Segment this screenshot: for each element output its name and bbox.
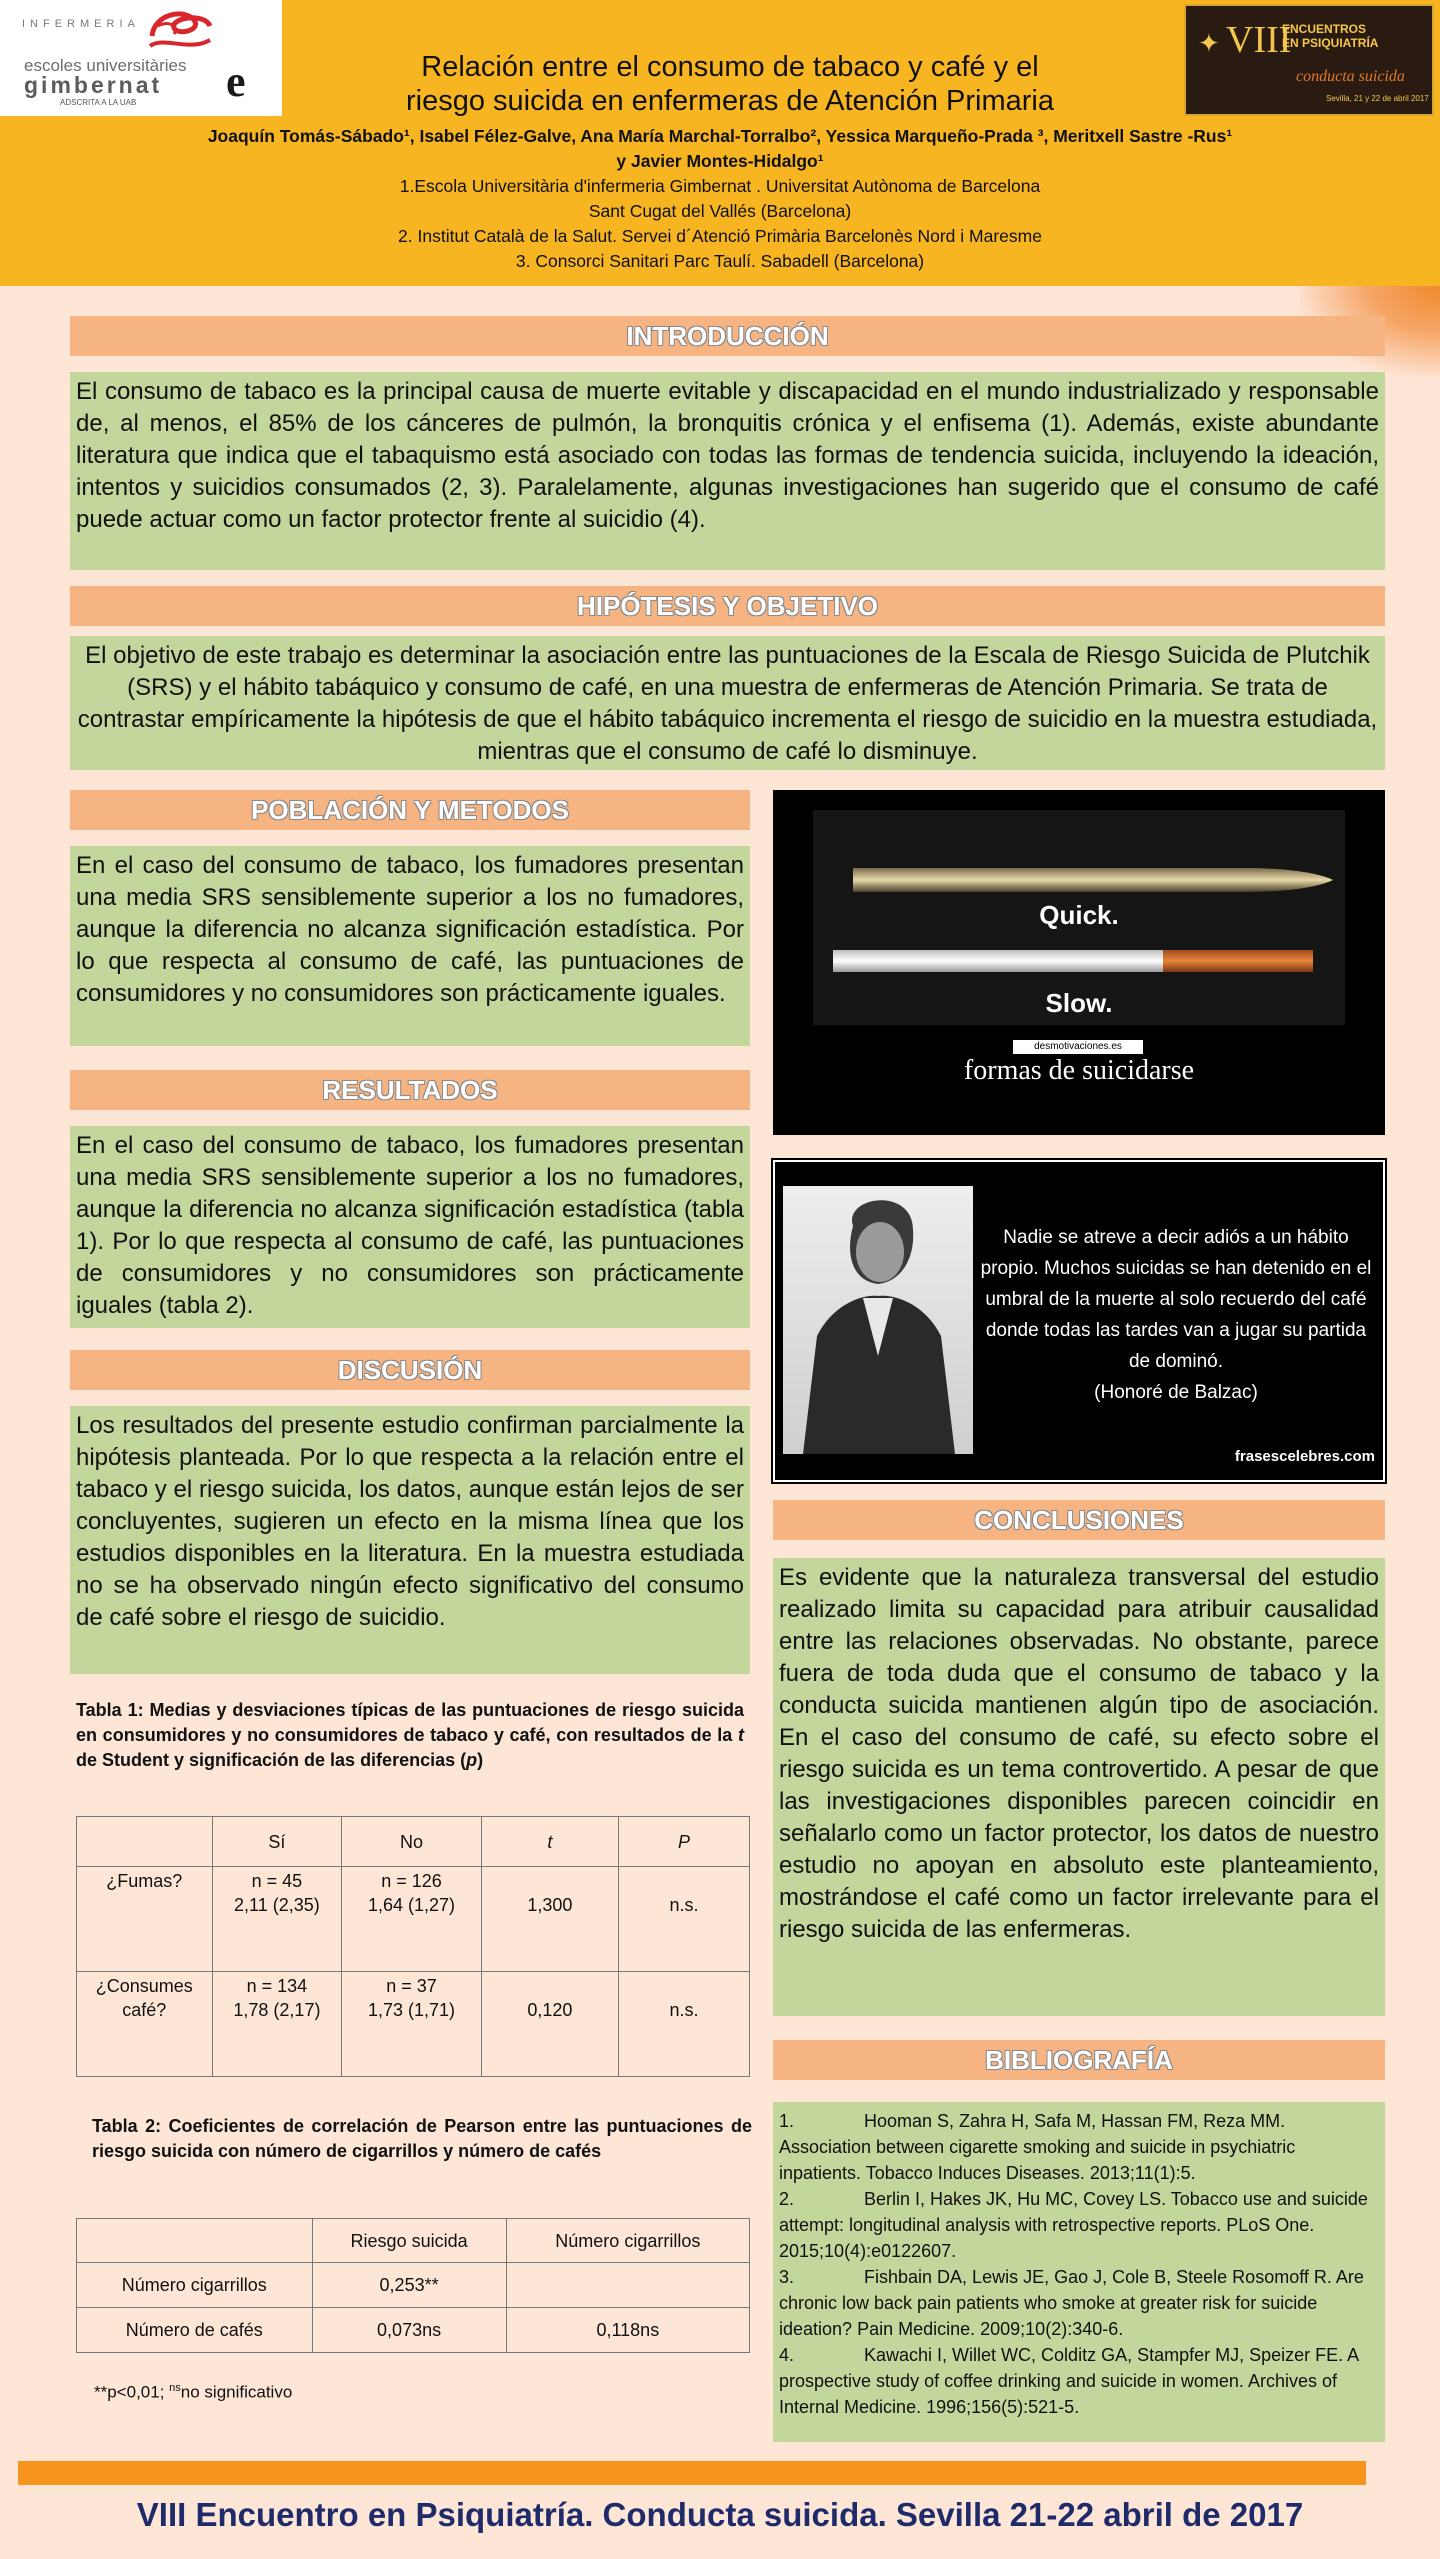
balzac-quote: Nadie se atreve a decir adiós a un hábito propio. Muchos suicidas se han detenido en el umbral de la muerte al solo recuerdo del café donde todas las tardes van a jugar su partida de dominó.: [980, 1227, 1372, 1372]
bib-num: 3.: [779, 2267, 795, 2287]
table1-p: n.s.: [619, 1972, 750, 2077]
table1-header-cell: [77, 1817, 213, 1867]
table2-cell: 0,118ns: [506, 2308, 749, 2353]
title-line-2: riesgo suicida en enfermeras de Atención Primaria: [406, 85, 1054, 117]
logo-adscrita-text: ADSCRITA A LA UAB: [60, 98, 137, 107]
congress-emblem-icon: ✦: [1198, 28, 1220, 58]
intro-text: El consumo de tabaco es la principal causa de muerte evitable y discapacidad en el mundo industrializado y responsable de, al menos, el 85% de los cánceres de pulmón, la bronquitis crónica y el enfisema (1). Además, existe abundante literatura que indica que el tabaquismo está asociado con todas las formas de tendencia suicida, incluyendo la ideación, intentos y suicidios consumados (2, 3). Paralelamente, algunas investigaciones han sugerido que el consumo de café puede actuar como un factor protector frente al suicidio (4).: [70, 372, 1385, 570]
logo-infermeria-text: INFERMERIA: [22, 18, 140, 30]
logo-e-mark: e: [226, 57, 246, 106]
image2-site: frasescelebres.com: [1234, 1448, 1375, 1465]
congress-numeral: VIII: [1226, 19, 1292, 61]
bib-text: Kawachi I, Willet WC, Colditz GA, Stampfer MJ, Speizer FE. A prospective study of coffee drinking and suicide in women. Archives of Internal Medicine. 1996;156(5):521-5.: [779, 2345, 1359, 2417]
table1-header-cell: No: [342, 1817, 481, 1867]
table1-n: n = 45: [251, 1871, 303, 1891]
affiliation-1b: Sant Cugat del Vallés (Barcelona): [588, 201, 852, 221]
table1-caption-p: p: [466, 1750, 478, 1770]
table1: [76, 1816, 750, 2077]
table1-caption-b: de Student y significación de las diferencias (: [76, 1750, 467, 1770]
balzac-portrait: [783, 1186, 973, 1454]
bib-num: 2.: [779, 2189, 795, 2209]
conclusions-header: CONCLUSIONES: [773, 1500, 1385, 1540]
image1-caption: formas de suicidarse: [963, 1055, 1195, 1086]
table1-caption-c: ): [477, 1750, 484, 1770]
congress-line2: EN PSIQUIATRÍA: [1282, 36, 1379, 50]
portrait-figure-icon: [783, 1186, 973, 1454]
title-line-1: Relación entre el consumo de tabaco y café y el: [421, 51, 1039, 83]
footer-text: VIII Encuentro en Psiquiatría. Conducta suicida. Sevilla 21-22 abril de 2017: [136, 2496, 1304, 2533]
table2-header-cell: Riesgo suicida: [312, 2219, 506, 2263]
table2-cell: [506, 2263, 749, 2308]
logo-escoles-text: escoles universitàries: [24, 56, 187, 75]
table2-note: [94, 2382, 292, 2403]
congress-line1: ENCUENTROS: [1282, 22, 1367, 36]
table2-cell: Número cigarrillos: [77, 2263, 313, 2308]
results-header: RESULTADOS: [70, 1070, 750, 1110]
table2-caption: Tabla 2: Coeficientes de correlación de Pearson entre las puntuaciones de riesgo suicida con número de cigarrillos y número de cafés: [92, 2116, 752, 2161]
discussion-text: Los resultados del presente estudio confirman parcialmente la hipótesis planteada. Por lo que respecta a la relación entre el tabaco y el riesgo suicida, los datos, aunque están lejos de ser concluyentes, sugieren un efecto en la misma línea que los estudios disponibles en la literatura. En la muestra estudiada no se ha observado ningún efecto significativo del consumo de café sobre el riesgo de suicidio.: [70, 1406, 750, 1674]
conclusions-text: Es evidente que la naturaleza transversal del estudio realizado limita su capacidad para atribuir causalidad entre las relaciones observadas. No obstante, parece fuera de toda duda que el consumo de tabaco y la conducta suicida mantienen algún tipo de asociación. En el caso del consumo de café, su efecto sobre el riesgo suicida es un tema controvertido. A pesar de que las investigaciones disponibles parecen coincidir en señalarlo como un factor protector, los datos de nuestro estudio no apoyan en absoluto este planteamiento, mostrándose el café como un factor irrelevante para el riesgo suicida de las enfermeras.: [773, 1558, 1385, 2016]
gimbernat-logo: [0, 0, 282, 116]
bibliography-item: [779, 2108, 1379, 2186]
authors-line-2: y Javier Montes-Hidalgo¹: [616, 151, 824, 171]
table1-value: 1,64 (1,27): [367, 1895, 455, 1915]
affiliation-3: 3. Consorci Sanitari Parc Taulí. Sabadell (Barcelona): [515, 251, 925, 271]
table1-row-label: ¿Consumes café?: [77, 1972, 213, 2077]
hypothesis-header: HIPÓTESIS Y OBJETIVO: [70, 586, 1385, 626]
quick-slow-image: [773, 790, 1385, 1135]
congress-date: Sevilla, 21 y 22 de abril 2017: [1326, 94, 1429, 103]
table1-caption-t: t: [738, 1725, 744, 1745]
footer-bar: [18, 2461, 1366, 2485]
congress-logo: [1184, 4, 1434, 116]
bib-text: Fishbain DA, Lewis JE, Gao J, Cole B, Steele Rosomoff R. Are chronic low back pain patients who smoke at greater risk for suicide ideation? Pain Medicine. 2009;10(2):340-6.: [779, 2267, 1364, 2339]
table1-value: 1,78 (2,17): [233, 2000, 321, 2020]
results-text: En el caso del consumo de tabaco, los fumadores presentan una media SRS sensiblemente superior a los no fumadores, aunque la diferencia no alcanza significación estadística (tabla 1). Por lo que respecta al consumo de café, las puntuaciones de consumidores y no consumidores son prácticamente iguales (tabla 2).: [70, 1126, 750, 1328]
table2-cell: Número de cafés: [77, 2308, 313, 2353]
quick-text: Quick.: [1039, 900, 1119, 930]
table1-cell: [342, 1972, 481, 2077]
authors-block: [60, 124, 1380, 274]
table-row: [77, 1972, 750, 2077]
authors-line-1: Joaquín Tomás-Sábado¹, Isabel Félez-Galve, Ana María Marchal-Torralbo², Yessica Marqueño-Prada ³, Meritxell Sastre -Rus¹: [207, 126, 1233, 146]
bibliography-list: [773, 2102, 1385, 2442]
table1-n: n = 134: [246, 1976, 308, 1996]
bib-text: Hooman S, Zahra H, Safa M, Hassan FM, Reza MM. Association between cigarette smoking and suicide in psychiatric inpatients. Tobacco Induces Diseases. 2013;11(1):5.: [779, 2111, 1296, 2183]
table1-value: 2,11 (2,35): [234, 1895, 320, 1915]
table1-header-cell: P: [619, 1817, 750, 1867]
balzac-author: (Honoré de Balzac): [1094, 1382, 1258, 1403]
table-row: [77, 2308, 750, 2353]
bib-num: 1.: [779, 2111, 795, 2131]
table2: [76, 2218, 750, 2353]
intro-header: INTRODUCCIÓN: [70, 316, 1385, 356]
logo-swirl-icon: [144, 6, 216, 54]
image1-site: desmotivaciones.es: [1013, 1040, 1143, 1054]
table2-header-cell: Número cigarrillos: [506, 2219, 749, 2263]
bibliography-item: [779, 2342, 1379, 2420]
table-row: [77, 2263, 750, 2308]
table1-row-label: ¿Fumas?: [77, 1867, 213, 1972]
affiliation-1: 1.Escola Universitària d'infermeria Gimbernat . Universitat Autònoma de Barcelona: [399, 176, 1041, 196]
methods-text: En el caso del consumo de tabaco, los fumadores presentan una media SRS sensiblemente superior a los no fumadores, aunque la diferencia no alcanza significación estadística. Por lo que respecta al consumo de café, las puntuaciones de consumidores y no consumidores son prácticamente iguales.: [70, 846, 750, 1046]
congress-encuentros: [1282, 22, 1378, 50]
table1-header-row: [77, 1817, 750, 1867]
table2-note-sup: ns: [169, 2382, 181, 2394]
table1-p: n.s.: [619, 1867, 750, 1972]
affiliation-2: 2. Institut Català de la Salut. Servei d´Atenció Primària Barcelonès Nord i Maresme: [398, 226, 1042, 246]
hypothesis-text: El objetivo de este trabajo es determinar la asociación entre las puntuaciones de la Escala de Riesgo Suicida de Plutchik (SRS) y el hábito tabáquico y consumo de café, en una muestra de enfermeras de Atención Primaria. Se trata de contrastar empíricamente la hipótesis de que el hábito tabáquico incrementa el riesgo de suicidio en la muestra estudiada, mientras que el consumo de café lo disminuye.: [70, 636, 1385, 770]
table1-value: 1,73 (1,71): [367, 2000, 455, 2020]
table2-note-b: no significativo: [180, 2382, 293, 2402]
logo-gimbernat-text: gimbernat: [24, 72, 163, 98]
table1-n: n = 37: [386, 1976, 437, 1996]
table1-t: 0,120: [481, 1972, 618, 2077]
table2-cell: 0,073ns: [312, 2308, 506, 2353]
table1-caption-a: Tabla 1: Medias y desviaciones típicas de las puntuaciones de riesgo suicida en consumidores y no consumidores de tabaco y café, con resultados de la: [76, 1700, 744, 1745]
table2-header-row: [77, 2219, 750, 2263]
poster-title: [290, 50, 1170, 118]
table2-note-a: **p<0,01;: [94, 2382, 170, 2402]
discussion-header: DISCUSIÓN: [70, 1350, 750, 1390]
balzac-quote-image: [773, 1160, 1385, 1482]
table2-cell: 0,253**: [312, 2263, 506, 2308]
table1-n: n = 126: [381, 1871, 442, 1891]
table1-caption: [76, 1698, 744, 1773]
bibliography-item: [779, 2186, 1379, 2264]
bib-text: Berlin I, Hakes JK, Hu MC, Covey LS. Tobacco use and suicide attempt: longitudinal analysis with retrospective reports. PLoS One. 2015;10(4):e0122607.: [779, 2189, 1368, 2261]
congress-conducta: conducta suicida: [1296, 68, 1405, 85]
bib-num: 4.: [779, 2345, 795, 2365]
slow-text: Slow.: [1045, 988, 1113, 1018]
table1-cell: [342, 1867, 481, 1972]
table1-cell: [212, 1972, 342, 2077]
table1-cell: [212, 1867, 342, 1972]
bibliography-item: [779, 2264, 1379, 2342]
table1-t: 1,300: [481, 1867, 618, 1972]
table1-header-cell: t: [481, 1817, 618, 1867]
methods-header: POBLACIÓN Y METODOS: [70, 790, 750, 830]
table1-header-cell: Sí: [212, 1817, 342, 1867]
table2-header-cell: [77, 2219, 313, 2263]
table-row: [77, 1867, 750, 1972]
bibliography-header: BIBLIOGRAFÍA: [773, 2040, 1385, 2080]
